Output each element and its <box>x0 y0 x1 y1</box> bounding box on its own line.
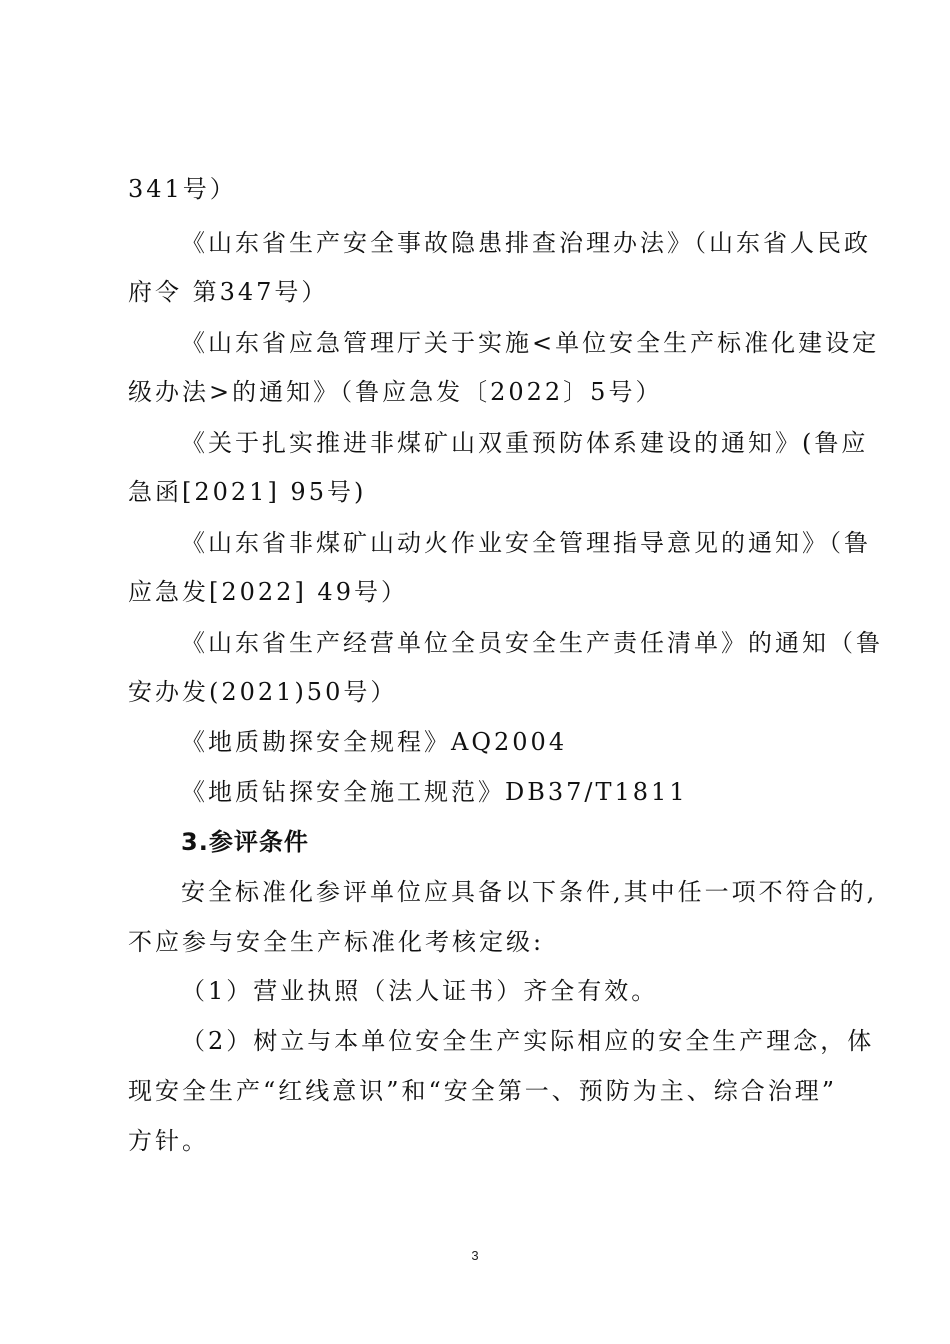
text-line: 《关于扎实推进非煤矿山双重预防体系建设的通知》(鲁应 <box>181 429 869 457</box>
section-heading: 3.参评条件 <box>181 828 309 856</box>
text-line: （2）树立与本单位安全生产实际相应的安全生产理念，体 <box>181 1027 875 1055</box>
text-line: 现安全生产“红线意识”和“安全第一、预防为主、综合治理” <box>128 1077 838 1105</box>
text-line: 《山东省生产安全事故隐患排查治理办法》（山东省人民政 <box>181 229 871 257</box>
text-line: 急函[2021] 95号) <box>128 478 367 506</box>
page-number: 3 <box>471 1248 479 1263</box>
text-line: 方针。 <box>128 1127 209 1155</box>
text-line: 不应参与安全生产标准化考核定级: <box>128 928 545 956</box>
text-line: 应急发[2022] 49号） <box>128 578 408 606</box>
text-line: 安办发(2021)50号） <box>128 678 398 706</box>
text-line: 《山东省非煤矿山动火作业安全管理指导意见的通知》（鲁 <box>181 529 871 557</box>
text-line: 级办法>的通知》（鲁应急发〔2022〕5号） <box>128 378 663 406</box>
text-line: 《地质勘探安全规程》AQ2004 <box>181 728 568 756</box>
text-line: 安全标准化参评单位应具备以下条件,其中任一项不符合的, <box>181 878 878 906</box>
text-line: 府令 第347号） <box>128 278 329 306</box>
text-line: 《地质钻探安全施工规范》DB37/T1811 <box>181 778 688 806</box>
text-line: 《山东省生产经营单位全员安全生产责任清单》的通知（鲁 <box>181 629 883 657</box>
text-line: 341号） <box>128 175 237 203</box>
text-line: 《山东省应急管理厅关于实施<单位安全生产标准化建设定 <box>181 329 880 357</box>
text-line: （1）营业执照（法人证书）齐全有效。 <box>181 977 659 1005</box>
